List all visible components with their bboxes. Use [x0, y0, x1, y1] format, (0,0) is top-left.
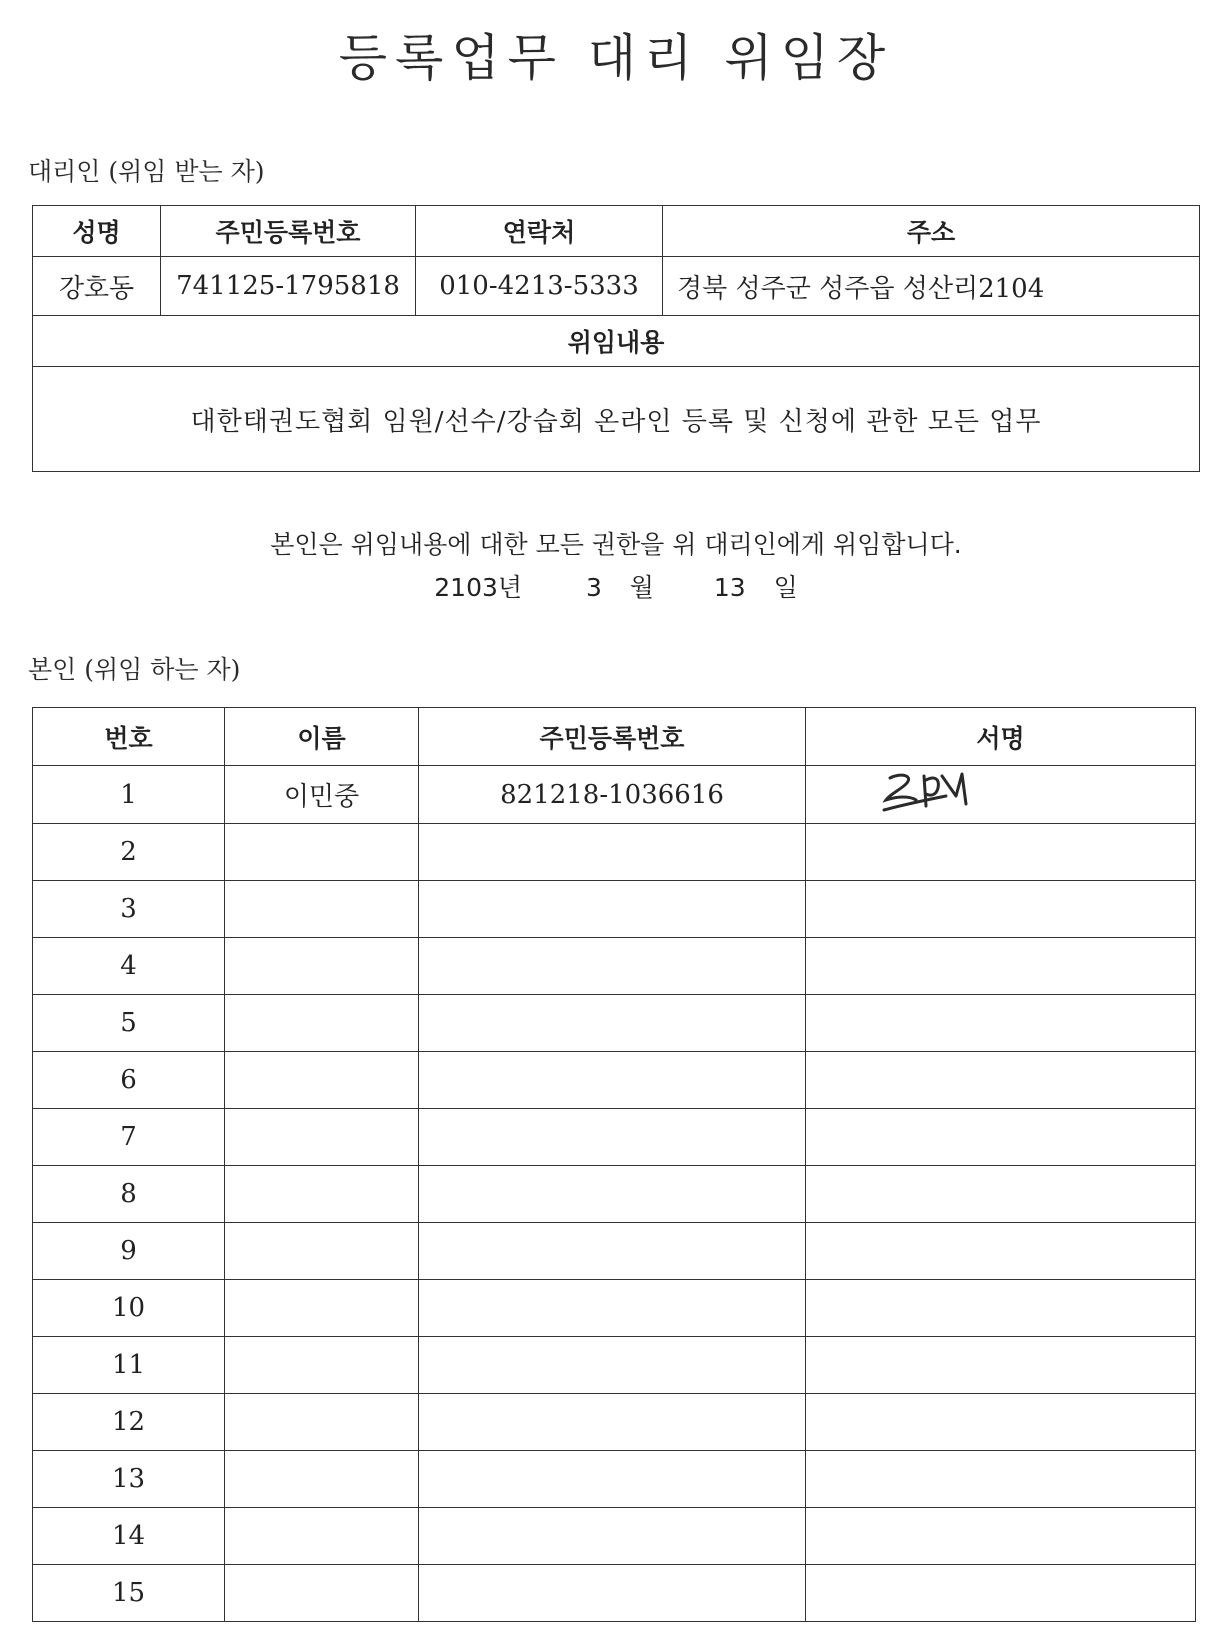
row-name — [225, 1223, 419, 1280]
row-signature — [806, 1280, 1196, 1337]
agent-address: 경북 성주군 성주읍 성산리2104 — [663, 257, 1200, 316]
row-name — [225, 881, 419, 938]
agent-header-contact: 연락처 — [416, 206, 663, 257]
row-resident-no — [419, 1337, 806, 1394]
row-signature — [806, 1109, 1196, 1166]
row-resident-no — [419, 1451, 806, 1508]
row-signature — [806, 1451, 1196, 1508]
table-row — [33, 1109, 1196, 1166]
principal-header-resident-no: 주민등록번호 — [419, 708, 806, 766]
principal-table — [32, 707, 1196, 1622]
table-row — [33, 938, 1196, 995]
agent-table — [32, 205, 1200, 472]
table-row — [33, 1280, 1196, 1337]
row-name — [225, 1394, 419, 1451]
row-resident-no — [419, 881, 806, 938]
principal-section-label: 본인 (위임 하는 자) — [28, 655, 241, 684]
row-name — [225, 1451, 419, 1508]
row-resident-no — [419, 1280, 806, 1337]
row-resident-no — [419, 1052, 806, 1109]
mandate-header: 위임내용 — [33, 316, 1200, 367]
row-name — [225, 1508, 419, 1565]
agent-section-label: 대리인 (위임 받는 자) — [28, 157, 265, 186]
delegation-statement: 본인은 위임내용에 대한 모든 권한을 위 대리인에게 위임합니다. — [270, 530, 962, 559]
handwritten-signature — [876, 766, 986, 816]
row-resident-no — [419, 938, 806, 995]
row-resident-no — [419, 995, 806, 1052]
row-signature — [806, 1166, 1196, 1223]
row-name — [225, 1166, 419, 1223]
table-row — [33, 1166, 1196, 1223]
table-row — [33, 1508, 1196, 1565]
agent-header-resident-no: 주민등록번호 — [161, 206, 416, 257]
row-number: 11 — [33, 1337, 225, 1394]
row-signature — [806, 824, 1196, 881]
date-day: 13 — [713, 573, 746, 602]
row-number: 14 — [33, 1508, 225, 1565]
table-row — [33, 1052, 1196, 1109]
row-number: 13 — [33, 1451, 225, 1508]
row-resident-no — [419, 1223, 806, 1280]
row-number: 2 — [33, 824, 225, 881]
table-row — [33, 995, 1196, 1052]
row-number: 5 — [33, 995, 225, 1052]
row-resident-no — [419, 824, 806, 881]
table-row — [33, 1223, 1196, 1280]
row-signature — [806, 938, 1196, 995]
document-title: 등록업무 대리 위임장 — [338, 29, 894, 87]
row-number: 7 — [33, 1109, 225, 1166]
row-number: 10 — [33, 1280, 225, 1337]
row-resident-no — [419, 1109, 806, 1166]
table-row — [33, 881, 1196, 938]
table-row — [33, 1337, 1196, 1394]
row-name — [225, 1565, 419, 1622]
row-number: 8 — [33, 1166, 225, 1223]
row-resident-no — [419, 1166, 806, 1223]
table-row — [33, 1394, 1196, 1451]
row-number: 4 — [33, 938, 225, 995]
mandate-content: 대한태권도협회 임원/선수/강습회 온라인 등록 및 신청에 관한 모든 업무 — [33, 367, 1200, 472]
row-name — [225, 938, 419, 995]
table-row — [33, 1451, 1196, 1508]
date-day-unit: 일 — [773, 573, 798, 602]
row-name — [225, 995, 419, 1052]
agent-contact: 010-4213-5333 — [416, 257, 663, 316]
row-name — [225, 1337, 419, 1394]
row-name — [225, 824, 419, 881]
row-number: 15 — [33, 1565, 225, 1622]
row-signature — [806, 1394, 1196, 1451]
row-signature — [806, 1565, 1196, 1622]
row-name — [225, 1109, 419, 1166]
row-signature — [806, 1223, 1196, 1280]
row-resident-no — [419, 1508, 806, 1565]
row-signature — [806, 1052, 1196, 1109]
row-number: 9 — [33, 1223, 225, 1280]
agent-name: 강호동 — [33, 257, 161, 316]
agent-header-address: 주소 — [663, 206, 1200, 257]
row-resident-no: 821218-1036616 — [419, 766, 806, 824]
principal-header-name: 이름 — [225, 708, 419, 766]
row-resident-no — [419, 1565, 806, 1622]
date-line — [0, 568, 1232, 604]
agent-resident-no: 741125-1795818 — [161, 257, 416, 316]
table-row — [33, 1565, 1196, 1622]
table-row — [33, 766, 1196, 824]
date-month: 3 — [585, 573, 602, 602]
date-month-unit: 월 — [629, 573, 654, 602]
row-number: 3 — [33, 881, 225, 938]
row-name: 이민중 — [225, 766, 419, 824]
row-signature — [806, 766, 1196, 824]
table-row — [33, 824, 1196, 881]
principal-header-number: 번호 — [33, 708, 225, 766]
row-name — [225, 1280, 419, 1337]
row-number: 1 — [33, 766, 225, 824]
row-number: 12 — [33, 1394, 225, 1451]
row-name — [225, 1052, 419, 1109]
date-year: 2103년 — [434, 573, 523, 602]
principal-header-signature: 서명 — [806, 708, 1196, 766]
row-signature — [806, 881, 1196, 938]
row-resident-no — [419, 1394, 806, 1451]
row-signature — [806, 995, 1196, 1052]
row-signature — [806, 1337, 1196, 1394]
agent-header-name: 성명 — [33, 206, 161, 257]
row-number: 6 — [33, 1052, 225, 1109]
row-signature — [806, 1508, 1196, 1565]
